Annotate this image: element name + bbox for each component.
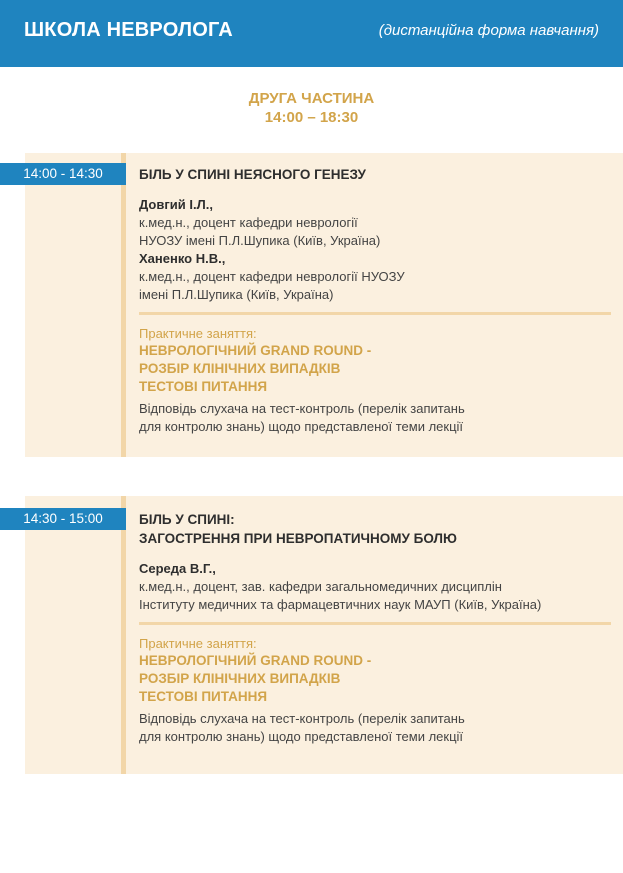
speaker-name: Середа В.Г.,	[139, 561, 216, 576]
session-content	[139, 165, 611, 436]
speaker-name: Довгий І.Л.,	[139, 197, 213, 212]
speaker-info-line: імені П.Л.Шупика (Київ, Україна)	[139, 287, 334, 302]
practical-label: Практичне заняття:	[139, 326, 257, 341]
session-divider-line	[121, 496, 126, 774]
speaker-info-line: НУОЗУ імені П.Л.Шупика (Київ, Україна)	[139, 233, 381, 248]
practical-title	[139, 342, 611, 396]
speaker-info-line: Інституту медичних та фармацевтичних наук МАУП (Київ, Україна)	[139, 597, 542, 612]
speaker-info-line: к.мед.н., доцент, зав. кафедри загальномедичних дисциплін	[139, 579, 502, 594]
section-heading	[0, 89, 623, 127]
session-topic	[139, 165, 611, 184]
speaker-info	[139, 214, 611, 250]
test-description-line: Відповідь слухача на тест-контроль (перелік запитань	[139, 401, 465, 416]
speaker-info	[139, 578, 611, 614]
practical-title-line: ТЕСТОВІ ПИТАННЯ	[139, 379, 268, 394]
speaker-info-line: к.мед.н., доцент кафедри неврології	[139, 215, 358, 230]
speaker-info	[139, 268, 611, 304]
practical-title-line: НЕВРОЛОГІЧНИЙ GRAND ROUND -	[139, 343, 372, 358]
topic-line: ЗАГОСТРЕННЯ ПРИ НЕВРОПАТИЧНОМУ БОЛЮ	[139, 531, 457, 546]
practical-title-line: РОЗБІР КЛІНІЧНИХ ВИПАДКІВ	[139, 671, 341, 686]
separator	[139, 622, 611, 625]
test-description-line: для контролю знань) щодо представленої теми лекції	[139, 729, 464, 744]
page-subtitle: (дистанційна форма навчання)	[378, 22, 599, 39]
test-description-line: для контролю знань) щодо представленої теми лекції	[139, 419, 464, 434]
practical-label: Практичне заняття:	[139, 636, 257, 651]
session-topic	[139, 510, 611, 548]
test-description	[139, 400, 611, 436]
practical-title-line: РОЗБІР КЛІНІЧНИХ ВИПАДКІВ	[139, 361, 341, 376]
speaker-name: Ханенко Н.В.,	[139, 251, 226, 266]
session-block-1	[25, 153, 623, 457]
section-time: 14:00 – 18:30	[264, 109, 359, 126]
topic-line: БІЛЬ У СПИНІ НЕЯСНОГО ГЕНЕЗУ	[139, 167, 366, 182]
header-bar	[0, 0, 623, 67]
practical-title-line: НЕВРОЛОГІЧНИЙ GRAND ROUND -	[139, 653, 372, 668]
practical-title	[139, 652, 611, 706]
session-block-2	[25, 496, 623, 774]
page-title: ШКОЛА НЕВРОЛОГА	[24, 19, 233, 41]
practical-title-line: ТЕСТОВІ ПИТАННЯ	[139, 689, 268, 704]
test-description	[139, 710, 611, 746]
topic-line: БІЛЬ У СПИНІ:	[139, 512, 235, 527]
session-time-badge: 14:00 - 14:30	[0, 163, 126, 185]
session-divider-line	[121, 153, 126, 457]
session-time-badge: 14:30 - 15:00	[0, 508, 126, 530]
session-content	[139, 510, 611, 746]
test-description-line: Відповідь слухача на тест-контроль (перелік запитань	[139, 711, 465, 726]
separator	[139, 312, 611, 315]
section-part: ДРУГА ЧАСТИНА	[248, 90, 375, 107]
speaker-info-line: к.мед.н., доцент кафедри неврології НУОЗУ	[139, 269, 405, 284]
